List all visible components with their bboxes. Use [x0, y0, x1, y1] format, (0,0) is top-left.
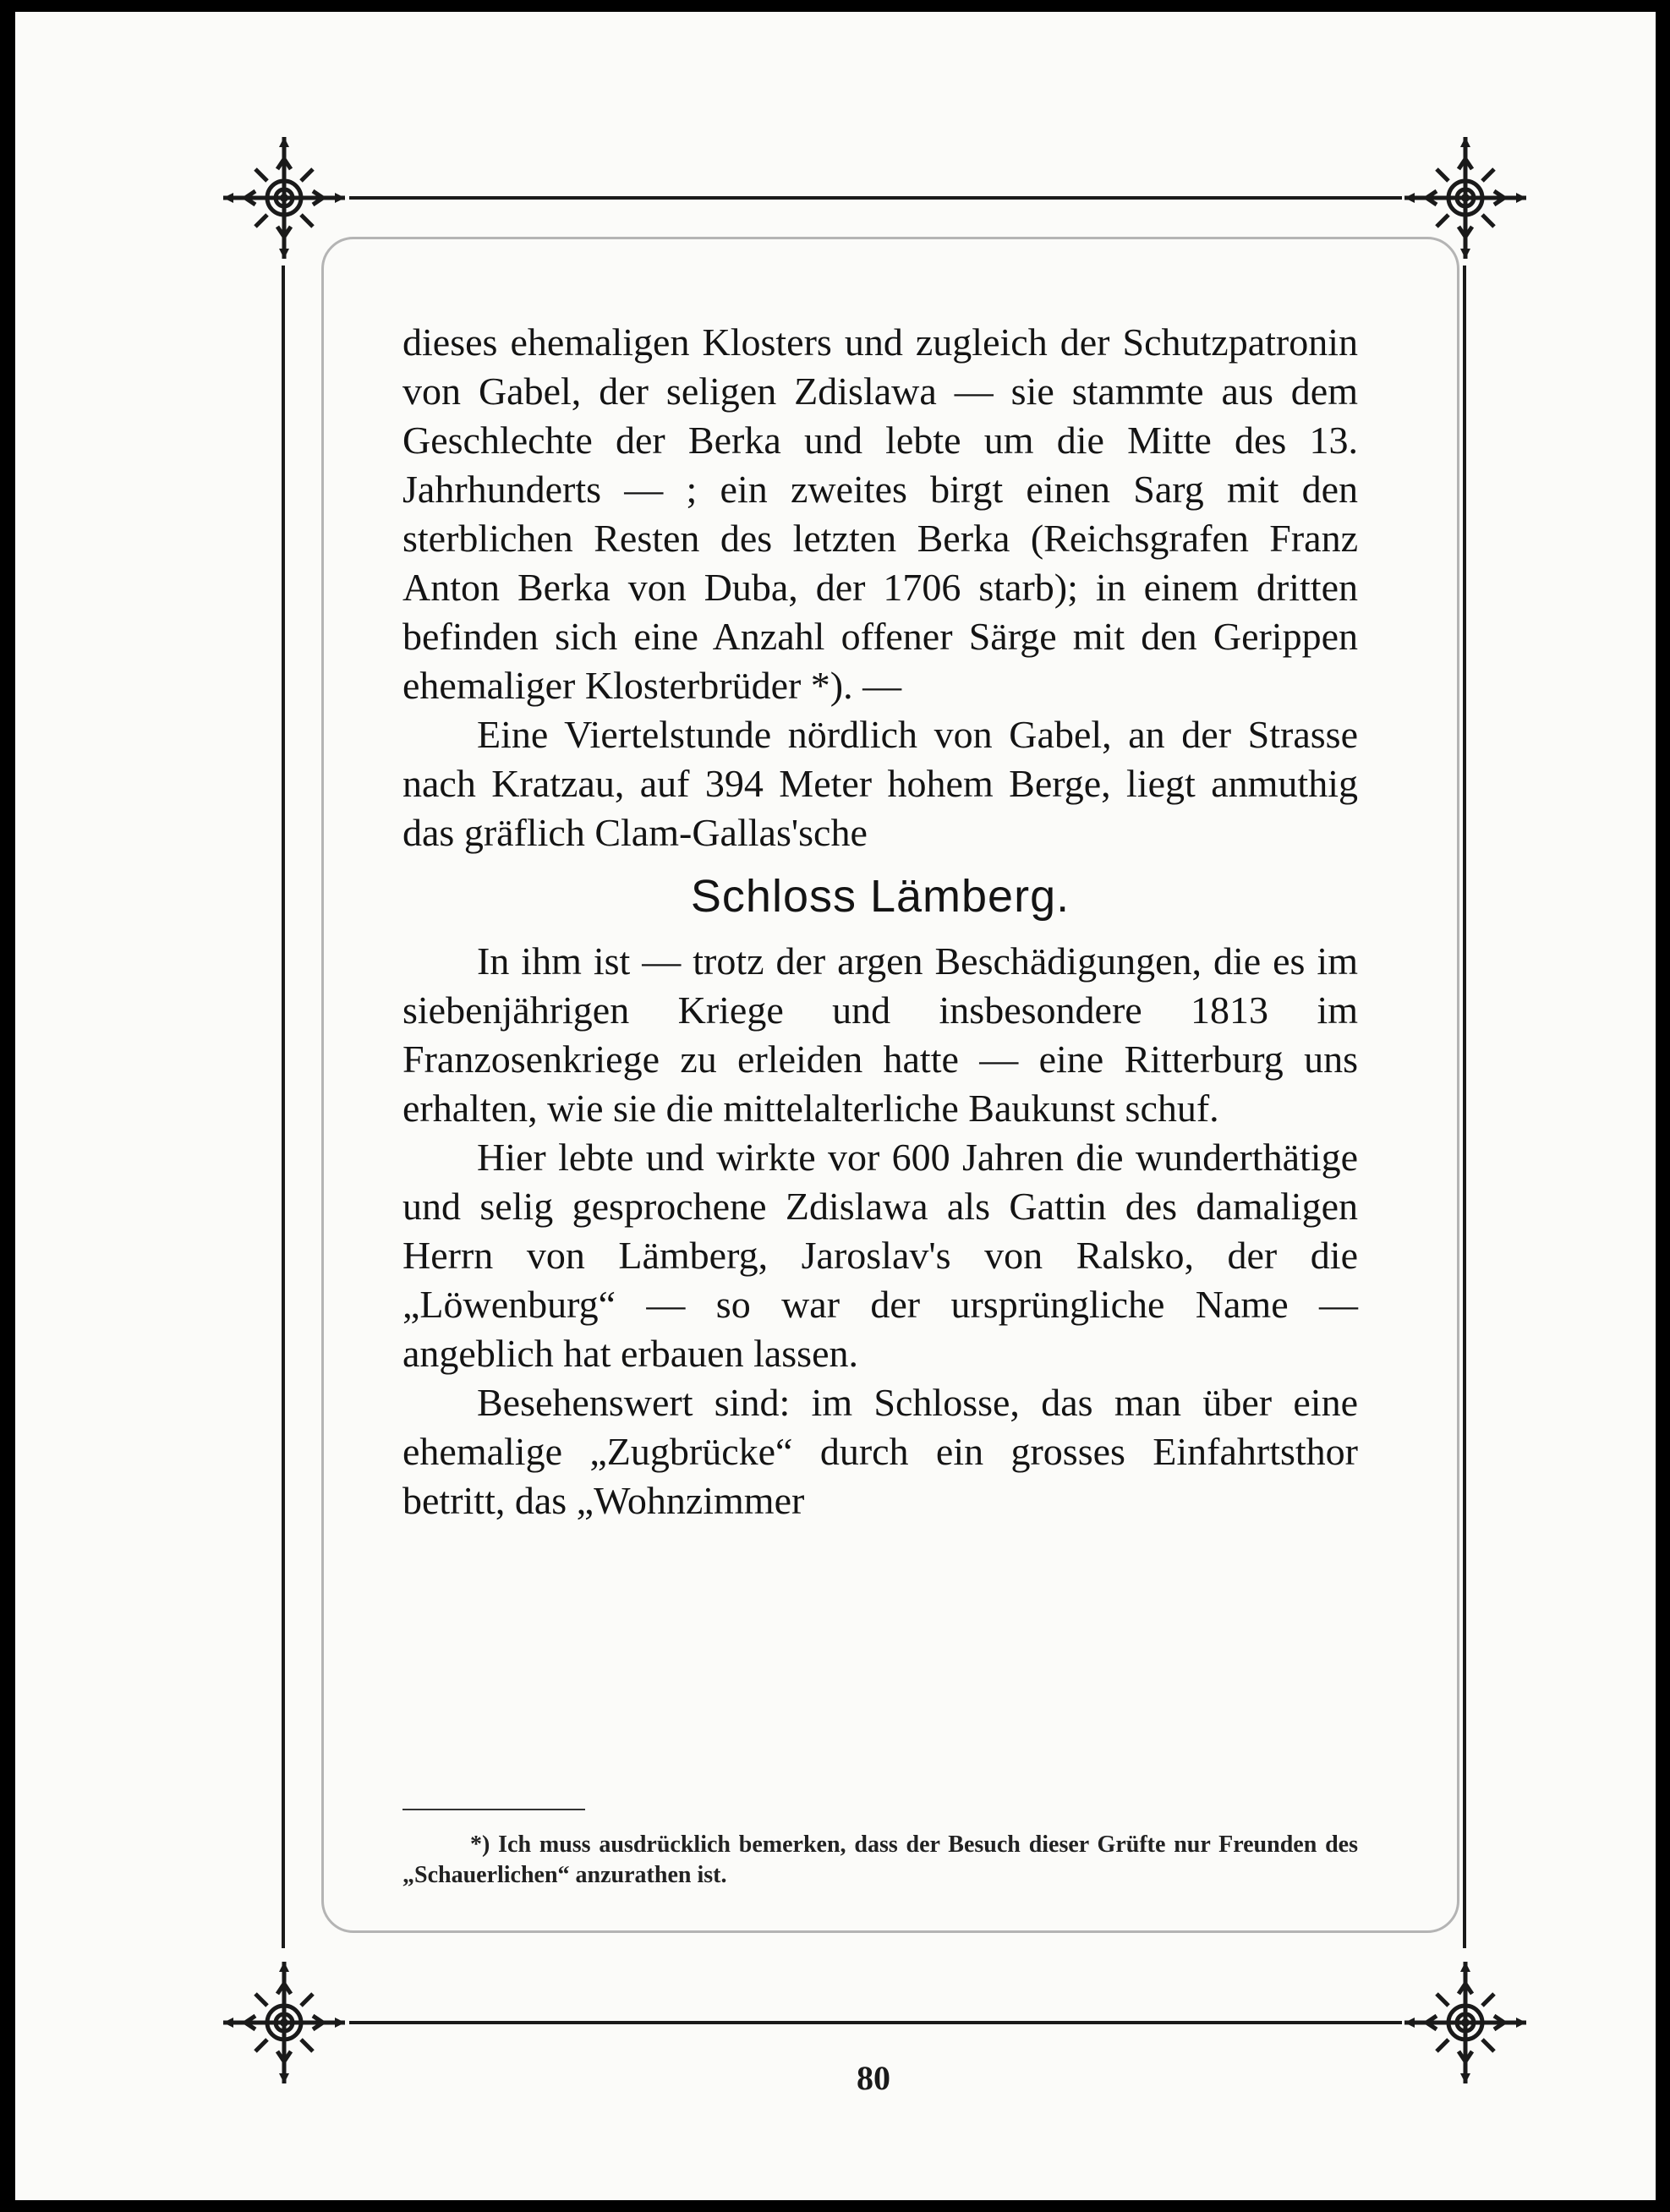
page-number: 80	[857, 2059, 890, 2097]
bottom-left-ornament-icon	[221, 1959, 348, 2086]
body-paragraph: In ihm ist — trotz der argen Beschädigungen, die es im siebenjährigen Kriege und insbesondere 1813 im Franzosenkriege zu erleiden hatte — eine Ritterburg uns erhalten, wie sie die mittelalterliche Baukunst schuf.	[402, 939, 1358, 1130]
right-border-rule	[1463, 266, 1466, 1948]
body-paragraph: Eine Viertelstunde nördlich von Gabel, an der Strasse nach Kratzau, auf 394 Meter hohem Berge, liegt anmuthig das gräflich Clam-Gallas'sche	[402, 713, 1358, 854]
top-border-rule	[349, 196, 1402, 200]
section-heading: Schloss Lämberg.	[690, 871, 1070, 922]
body-paragraph: Besehenswert sind: im Schlosse, das man über eine ehemalige „Zugbrücke“ durch ein grosses Einfahrtsthor betritt, das „Wohnzimmer	[402, 1381, 1358, 1522]
top-right-ornament-icon	[1402, 134, 1529, 261]
body-paragraph: Hier lebte und wirkte vor 600 Jahren die wunderthätige und selig gesprochene Zdislawa als Gattin des damaligen Herrn von Lämberg, Jaroslav's von Ralsko, der die „Löwenburg“ — so war der ursprüngliche Name — angeblich hat erbauen lassen.	[402, 1136, 1358, 1375]
body-paragraph: dieses ehemaligen Klosters und zugleich der Schutzpatronin von Gabel, der seligen Zdislawa — sie stammte aus dem Geschlechte der Berka und lebte um die Mitte des 13. Jahrhunderts — ; ein zweites birgt einen Sarg mit den sterblichen Resten des letzten Berka (Reichsgrafen Franz Anton Berka von Duba, der 1706 starb); in einem dritten befinden sich eine Anzahl offener Särge mit den Gerippen ehemaliger Klosterbrüder *). —	[402, 320, 1358, 707]
footnote-separator	[402, 1809, 585, 1810]
book-page	[15, 12, 1656, 2200]
main-text-block	[402, 318, 1358, 1525]
left-border-rule	[282, 266, 285, 1948]
footnote: *) Ich muss ausdrücklich bemerken, dass der Besuch dieser Grüfte nur Freunden des „Schauerlichen“ anzurathen ist.	[402, 1831, 1358, 1888]
bottom-right-ornament-icon	[1402, 1959, 1529, 2086]
top-left-ornament-icon	[221, 134, 348, 261]
bottom-border-rule	[349, 2021, 1402, 2024]
